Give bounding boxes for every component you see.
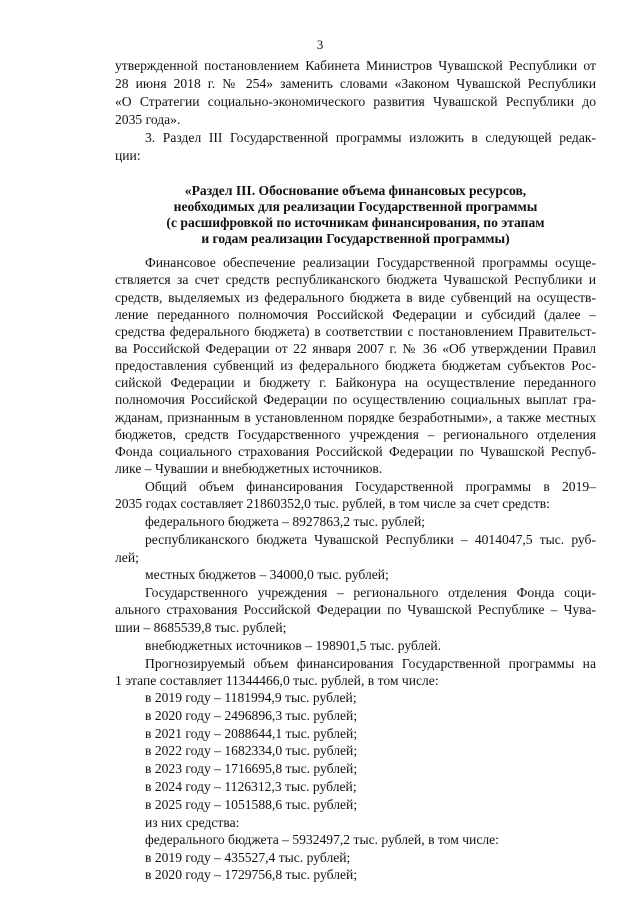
text-line: ции: <box>115 148 141 163</box>
text-line: 1 этапе составляет 11344466,0 тыс. рублей, в том числе: <box>115 673 439 688</box>
text-line: в 2020 году – 2496896,3 тыс. рублей; <box>145 708 358 723</box>
text-line: Финансовое обеспечение реализации Государственной программы осуще- <box>145 255 596 270</box>
text-line: Фонда социального страхования Российской Федерации по Чувашской Респуб- <box>115 444 596 459</box>
text-line: ва Российской Федерации от 22 января 2007 г. № 36 «Об утверждении Правил <box>115 341 596 356</box>
section-heading-line: и годам реализации Государственной программы) <box>201 231 510 246</box>
text-line: в 2021 году – 2088644,1 тыс. рублей; <box>145 726 358 741</box>
text-line: ление переданного полномочия Российской Федерации и субсидий (далее – <box>115 307 596 322</box>
text-line: бюджетов, средств Государственного учреждения – регионального отделения <box>115 427 596 442</box>
text-line: Государственного учреждения – регионального отделения Фонда соци- <box>145 585 596 600</box>
text-line: 2035 годах составляет 21860352,0 тыс. рублей, в том числе за счет средств: <box>115 496 550 511</box>
text-line: Прогнозируемый объем финансирования Государственной программы на <box>145 656 596 671</box>
text-line: в 2020 году – 1729756,8 тыс. рублей; <box>145 867 358 882</box>
text-line: утвержденной постановлением Кабинета Министров Чувашской Республики от <box>115 58 596 73</box>
text-line: в 2022 году – 1682334,0 тыс. рублей; <box>145 743 358 758</box>
section-heading-line: необходимых для реализации Государственной программы <box>173 199 538 214</box>
text-line: жданам, признанным в установленном порядке безработными», а также местных <box>115 410 596 425</box>
text-line: «О Стратегии социально-экономического развития Чувашской Республики до <box>115 94 596 109</box>
text-line: республиканского бюджета Чувашской Республики – 4014047,5 тыс. руб- <box>145 532 596 547</box>
text-line: из них средства: <box>145 815 240 830</box>
text-line: местных бюджетов – 34000,0 тыс. рублей; <box>145 567 389 582</box>
text-line: средства федерального бюджета) в соответствии с постановлением Правительст- <box>115 324 596 339</box>
text-line: ствляется за счет средств республиканского бюджета Чувашской Республики и <box>115 272 596 287</box>
text-line: внебюджетных источников – 198901,5 тыс. рублей. <box>145 638 442 653</box>
text-line: лике – Чувашии и внебюджетных источников. <box>115 461 383 476</box>
text-line: в 2019 году – 1181994,9 тыс. рублей; <box>145 690 357 705</box>
text-line: предоставления субвенций из федерального бюджета бюджетам субъектов Рос- <box>115 358 596 373</box>
text-line: средств, выделяемых из федерального бюджета в виде субвенций на осуществ- <box>115 290 596 305</box>
text-line: федерального бюджета – 8927863,2 тыс. рублей; <box>145 514 426 529</box>
text-line: в 2024 году – 1126312,3 тыс. рублей; <box>145 779 357 794</box>
text-line: в 2019 году – 435527,4 тыс. рублей; <box>145 850 351 865</box>
page-number: 3 <box>316 37 324 52</box>
text-line: шии – 8685539,8 тыс. рублей; <box>115 620 287 635</box>
text-line: ального страхования Российской Федерации по Чувашской Республике – Чува- <box>115 602 596 617</box>
text-line: сийской Федерации и бюджету г. Байконура на осуществление переданного <box>115 375 596 390</box>
section-heading-line: «Раздел III. Обоснование объема финансовых ресурсов, <box>184 183 527 198</box>
text-line: в 2023 году – 1716695,8 тыс. рублей; <box>145 761 358 776</box>
text-line: лей; <box>115 550 139 565</box>
text-line: в 2025 году – 1051588,6 тыс. рублей; <box>145 797 358 812</box>
text-line: 2035 года». <box>115 112 181 127</box>
text-line: 28 июня 2018 г. № 254» заменить словами «Законом Чувашской Республики <box>115 76 596 91</box>
section-heading-line: (с расшифровкой по источникам финансирования, по этапам <box>166 215 545 230</box>
text-line: Общий объем финансирования Государственной программы в 2019– <box>145 479 596 494</box>
text-line: полномочия Российской Федерации по осуществлению социальных выплат гра- <box>115 392 596 407</box>
text-line: федерального бюджета – 5932497,2 тыс. рублей, в том числе: <box>145 832 499 847</box>
text-line: 3. Раздел III Государственной программы изложить в следующей редак- <box>145 130 596 145</box>
